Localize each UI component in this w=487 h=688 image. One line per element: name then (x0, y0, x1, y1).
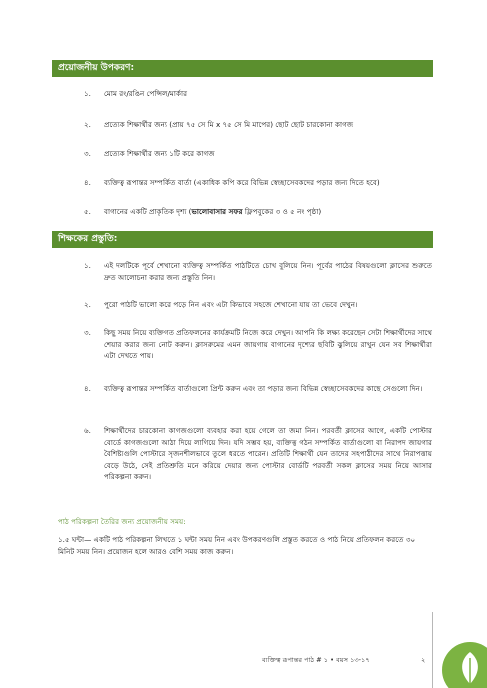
footer-divider (432, 612, 433, 688)
item-number: ৩. (84, 149, 91, 158)
item-number: ১. (84, 89, 91, 98)
leaf-icon (440, 640, 487, 688)
item-text: ব্যক্তিত্ব রূপান্তর সম্পর্কিত বার্তা (একাধিক কপি করে বিভিন্ন স্বেচ্ছাসেবকদের পড়ার জন্য দিতে হবে) (104, 178, 380, 187)
planning-time-text: ১.৫ ঘন্টা— একটি পাঠ পরিকল্পনা লিখতে ১ ঘন্টা সময় নিন এবং উপকরণগুলি প্রস্তুত করতে ও পাঠ নিয়ে প্রতিফলন করতে ৩০ মিনিট সময় নিন। প্রয়োজন হলে আরও বেশি সময় কাজ করুন। (58, 535, 416, 556)
item-text: ব্যক্তিত্ব রূপান্তর সম্পর্কিত বার্তাগুলো প্রিন্ট করুন এবং তা পড়ার জন্য বিভিন্ন স্বেচ্ছাসেবকদের কাছে সেগুলো দিন। (104, 384, 423, 393)
materials-heading-text: প্রয়োজনীয় উপকরণ: (58, 63, 135, 73)
item-text: এই দলটিকে পূর্বে শেখানো ব্যক্তিত্ব সম্পর্কিত পাঠটিতে চোখ বুলিয়ে নিন। পূর্বের পাঠের বিষয়গুলো ক্লাসের শুরুতে দ্রুত আলোচনা করার জন্য প্রস্তুতি নিন। (104, 261, 432, 282)
item-text: প্রত্যেক শিক্ষার্থীর জন্য (প্রায় ৭৫ সে মি x ৭৫ সে মি মাপের) ছোট ছোট চারকোনা কাগজ (104, 120, 354, 129)
item-number: ২. (84, 120, 91, 129)
item-text: পুরো পাঠটি ভালো করে পড়ে নিন এবং এটা কিভাবে সহজে শেখানো যায় তা ভেবে দেখুন। (104, 300, 358, 309)
item-number: ৪. (84, 178, 91, 187)
item-text-after: ফ্লিপবুকের ৩ ও ৫ নং পৃষ্ঠা) (242, 207, 322, 216)
item-number: ২. (84, 300, 91, 309)
footer-title: ব্যক্তিত্ব রূপান্তর পাঠ # ১ • বয়স ১৩-১৭ (262, 656, 370, 664)
planning-time-heading: পাঠ পরিকল্পনা তৈরির জন্য প্রয়োজনীয় সময়: (58, 517, 186, 526)
preparation-heading (52, 231, 433, 248)
materials-heading (52, 60, 433, 77)
item-text (104, 206, 432, 217)
item-text: কিছু সময় নিয়ে ব্যক্তিগত প্রতিফলনের কার্যক্রমটি নিজে করে দেখুন। আপনি কি লক্ষ্য করেছেন সেটা শিক্ষার্থীদের সাথে শেয়ার করার জন্য নোট করুন। ক্লাসরুমের এমন জায়গায় বাগানের দৃশ্যের ছবিটি ঝুলিয়ে রাখুন যেন সব শিক্ষার্থীরা এটা দেখতে পায়। (104, 328, 432, 360)
item-number: ১. (84, 261, 91, 270)
item-text-before: বাগানের একটি প্রাকৃতিক দৃশ্য ( (104, 207, 192, 216)
item-number: ৫. (84, 207, 91, 216)
flipbook-title: ভালোবাসার সফর (191, 207, 243, 216)
item-number: ৩. (84, 328, 91, 337)
item-number: ৪. (84, 384, 91, 393)
item-text: মোম রং/রঙিন পেন্সিল/মার্কার (104, 89, 188, 98)
item-number: ৬. (84, 426, 91, 435)
page-number: ২ (421, 656, 426, 664)
item-text: শিক্ষার্থীদের চারকোনা কাগজগুলো ব্যবহার করা হয়ে গেলে তা জমা নিন। পরবর্তী ক্লাসের আগে, একটি পোস্টার বোর্ডে কাগজগুলো আঠা দিয়ে লাগিয়ে দিন। যদি সম্ভব হয়, ব্যক্তিত্ব গঠন সম্পর্কিত বার্তাগুলো বা নিরাপদ জায়গার বৈশিষ্ট্যগুলি পোস্টারে সৃজনশীলভাবে তুলে ধরতে পারেন। প্রতিটি শিক্ষার্থী যেন তাদের সহপাঠীদের সাথে নিরাপত্তায় বেড়ে উঠে, সেই প্রতিশ্রুতি মনে করিয়ে দেয়ার জন্য পোস্টার বোর্ডটি পরবর্তী সকল ক্লাসের সময় নিয়ে আসার পরিকল্পনা করুন। (104, 426, 432, 481)
item-text: প্রত্যেক শিক্ষার্থীর জন্য ১টি করে কাগজ (104, 149, 215, 158)
preparation-heading-text: শিক্ষকের প্রস্তুতি: (58, 234, 118, 244)
